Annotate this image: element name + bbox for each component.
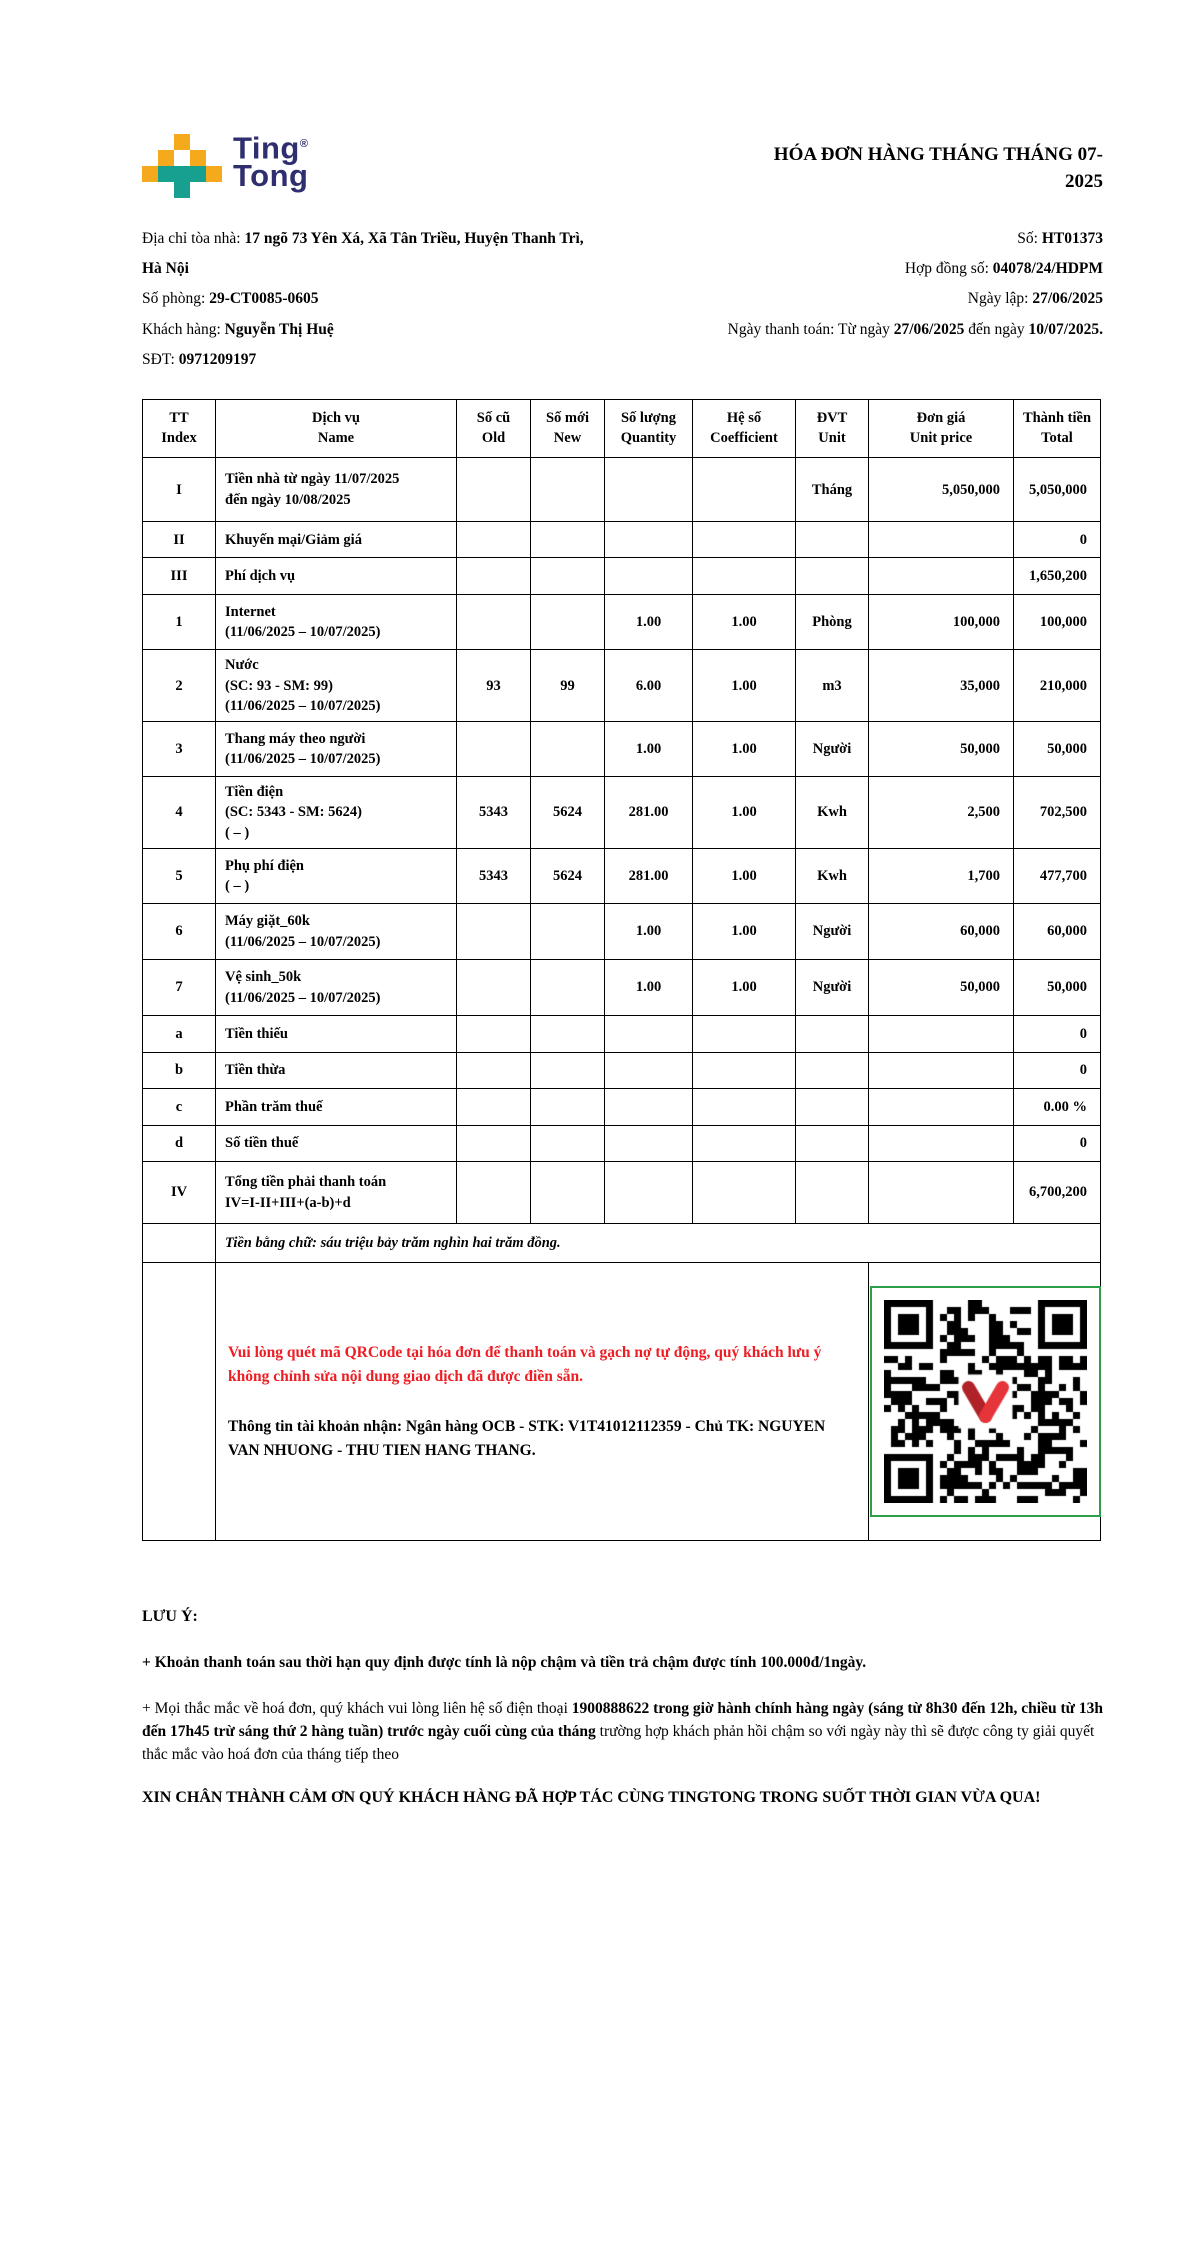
invoice-info (142, 224, 1103, 375)
invoice-number-line: Số: HT01373 (1017, 230, 1103, 247)
table-cell-price (869, 1126, 1014, 1162)
table-cell-old (457, 595, 531, 650)
table-cell-new (531, 558, 605, 595)
table-cell-tt: d (143, 1126, 216, 1162)
table-cell-name: Thang máy theo người (11/06/2025 – 10/07/2025) (216, 722, 457, 777)
brand-logo (142, 130, 308, 198)
table-cell-unit: Phòng (796, 595, 869, 650)
table-row-5 (143, 849, 1101, 904)
table-cell-coef: 1.00 (693, 722, 796, 777)
table-cell-coef: 1.00 (693, 904, 796, 960)
table-cell-total: 0.00 % (1014, 1089, 1101, 1126)
notes-title: LƯU Ý: (142, 1608, 198, 1626)
table-cell-name: Tổng tiền phải thanh toán IV=I-II+III+(a-b)+d (216, 1162, 457, 1224)
table-cell-new: 5624 (531, 849, 605, 904)
table-cell-total: 100,000 (1014, 595, 1101, 650)
late-payment-note: + Khoản thanh toán sau thời hạn quy định được tính là nộp chậm và tiền trả chậm được tính 100.000đ/1ngày. (142, 1654, 867, 1672)
table-cell-coef: 1.00 (693, 777, 796, 849)
table-cell-name: Tiền thừa (216, 1053, 457, 1089)
table-cell-name: Phần trăm thuế (216, 1089, 457, 1126)
table-cell-old (457, 960, 531, 1016)
table-cell-price (869, 1089, 1014, 1126)
table-cell-qty: 6.00 (605, 650, 693, 722)
hotline-note: + Mọi thắc mắc về hoá đơn, quý khách vui lòng liên hệ số điện thoại 1900888622 trong giờ hành chính hàng ngày (sáng từ 8h30 đến 12h, chiều từ 13h đến 17h45 trừ sáng thứ 2 hàng tuần) trước ngày cuối cùng của tháng trường hợp khách phản hồi chậm so với ngày này thì sẽ được công ty giải quyết thắc mắc vào hoá đơn của tháng tiếp theo (142, 1699, 1103, 1764)
table-cell-old (457, 1016, 531, 1053)
table-cell-qty (605, 1089, 693, 1126)
table-row-d (143, 1126, 1101, 1162)
table-row-2 (143, 650, 1101, 722)
table-cell-new: 99 (531, 650, 605, 722)
table-cell-qty (605, 558, 693, 595)
table-cell-tt: IV (143, 1162, 216, 1224)
table-cell-unit: Người (796, 722, 869, 777)
table-cell-price (869, 1162, 1014, 1224)
table-cell-unit: Người (796, 960, 869, 1016)
table-cell-old (457, 1089, 531, 1126)
amount-in-words: Tiền bằng chữ: sáu triệu bảy trăm nghìn hai trăm đồng. (216, 1224, 1101, 1263)
table-cell-name: Tiền điện (SC: 5343 - SM: 5624) ( – ) (216, 777, 457, 849)
qr-code-cell (869, 1263, 1101, 1541)
table-cell-unit: m3 (796, 650, 869, 722)
table-cell-unit (796, 1053, 869, 1089)
table-cell-tt: c (143, 1089, 216, 1126)
column-header-unit: ĐVT Unit (796, 400, 869, 458)
phone-line: SĐT: 0971209197 (142, 350, 257, 368)
table-cell-tt: III (143, 558, 216, 595)
table-cell-coef (693, 1089, 796, 1126)
table-cell-name: Vệ sinh_50k (11/06/2025 – 10/07/2025) (216, 960, 457, 1016)
table-cell-total: 210,000 (1014, 650, 1101, 722)
table-cell-new (531, 1089, 605, 1126)
qr-warning-text: Vui lòng quét mã QRCode tại hóa đơn để thanh toán và gạch nợ tự động, quý khách lưu ý không chỉnh sửa nội dung giao dịch đã được điền sẵn. (228, 1343, 822, 1385)
table-cell-tt: 1 (143, 595, 216, 650)
table-cell-price: 1,700 (869, 849, 1014, 904)
table-cell-tt: a (143, 1016, 216, 1053)
table-cell-new: 5624 (531, 777, 605, 849)
table-cell-tt: 4 (143, 777, 216, 849)
table-cell-total: 0 (1014, 1126, 1101, 1162)
column-header-price: Đơn giá Unit price (869, 400, 1014, 458)
column-header-new: Số mới New (531, 400, 605, 458)
table-cell-tt: 2 (143, 650, 216, 722)
table-cell-coef: 1.00 (693, 849, 796, 904)
table-cell-qty (605, 458, 693, 522)
table-cell-coef (693, 458, 796, 522)
bank-account-text: Thông tin tài khoản nhận: Ngân hàng OCB - STK: V1T41012112359 - Chủ TK: NGUYEN VAN NHUONG - THU TIEN HANG THANG. (228, 1417, 826, 1459)
table-row-6 (143, 904, 1101, 960)
payment-instructions (216, 1263, 869, 1541)
column-header-qty: Số lượng Quantity (605, 400, 693, 458)
table-cell-old: 5343 (457, 777, 531, 849)
table-cell-coef (693, 1162, 796, 1224)
payment-period-line: Ngày thanh toán: Từ ngày 27/06/2025 đến ngày 10/07/2025. (727, 320, 1103, 338)
table-cell-coef: 1.00 (693, 595, 796, 650)
column-header-name: Dịch vụ Name (216, 400, 457, 458)
table-cell-unit: Kwh (796, 849, 869, 904)
table-cell-total: 0 (1014, 522, 1101, 558)
table-cell-coef (693, 1016, 796, 1053)
table-cell-total: 1,650,200 (1014, 558, 1101, 595)
table-cell-new (531, 458, 605, 522)
table-cell-old (457, 1162, 531, 1224)
column-header-coef: Hệ số Coefficient (693, 400, 796, 458)
table-cell-total: 5,050,000 (1014, 458, 1101, 522)
table-cell-name: Khuyến mại/Giảm giá (216, 522, 457, 558)
table-cell-qty: 1.00 (605, 595, 693, 650)
table-cell-total: 50,000 (1014, 722, 1101, 777)
table-cell-price: 5,050,000 (869, 458, 1014, 522)
table-cell-total: 60,000 (1014, 904, 1101, 960)
table-cell-total: 702,500 (1014, 777, 1101, 849)
table-cell-new (531, 960, 605, 1016)
table-cell-price: 100,000 (869, 595, 1014, 650)
table-cell-qty (605, 1126, 693, 1162)
table-cell-total: 6,700,200 (1014, 1162, 1101, 1224)
logo-wordmark: Ting® Tong (233, 130, 309, 194)
table-cell-coef (693, 558, 796, 595)
table-cell-name: Internet (11/06/2025 – 10/07/2025) (216, 595, 457, 650)
qr-code (884, 1300, 1087, 1503)
table-cell-unit: Người (796, 904, 869, 960)
table-row-b (143, 1053, 1101, 1089)
table-cell-tt: 3 (143, 722, 216, 777)
table-cell-unit (796, 522, 869, 558)
header (142, 130, 1103, 198)
invoice-table-body (143, 458, 1101, 1224)
table-cell-price: 60,000 (869, 904, 1014, 960)
table-cell-unit (796, 1089, 869, 1126)
table-row-7 (143, 960, 1101, 1016)
table-cell-unit (796, 1016, 869, 1053)
building-address-line: Địa chỉ tòa nhà: 17 ngõ 73 Yên Xá, Xã Tân Triều, Huyện Thanh Trì, Hà Nội (142, 230, 584, 278)
table-cell-price (869, 1016, 1014, 1053)
table-cell-coef (693, 1053, 796, 1089)
table-cell-price: 35,000 (869, 650, 1014, 722)
table-cell-total: 0 (1014, 1016, 1101, 1053)
column-header-old: Số cũ Old (457, 400, 531, 458)
table-cell-price (869, 558, 1014, 595)
table-cell-tt: 6 (143, 904, 216, 960)
table-cell-unit (796, 1126, 869, 1162)
qr-payment-row (143, 1263, 1101, 1541)
table-row-I (143, 458, 1101, 522)
table-cell-tt: 7 (143, 960, 216, 1016)
column-header-total: Thành tiền Total (1014, 400, 1101, 458)
qr-code-frame (870, 1286, 1101, 1517)
customer-name-line: Khách hàng: Nguyễn Thị Huệ (142, 320, 334, 338)
table-row-1 (143, 595, 1101, 650)
table-cell-qty: 1.00 (605, 960, 693, 1016)
room-number-line: Số phòng: 29-CT0085-0605 (142, 290, 319, 308)
table-cell-qty (605, 1016, 693, 1053)
table-cell-old (457, 722, 531, 777)
table-cell-qty (605, 1053, 693, 1089)
table-cell-qty (605, 522, 693, 558)
tingtong-pixel-tree-icon (142, 134, 222, 198)
table-row-4 (143, 777, 1101, 849)
invoice-title: HÓA ĐƠN HÀNG THÁNG THÁNG 07- 2025 (773, 144, 1103, 192)
table-cell-empty (143, 1263, 216, 1541)
invoice-meta (613, 224, 1103, 375)
amount-in-words-row (143, 1224, 1101, 1263)
table-cell-coef (693, 522, 796, 558)
table-cell-new (531, 522, 605, 558)
table-cell-unit: Tháng (796, 458, 869, 522)
contract-number-line: Hợp đồng số: 04078/24/HDPM (904, 260, 1103, 278)
table-cell-tt: 5 (143, 849, 216, 904)
table-cell-new (531, 1162, 605, 1224)
table-cell-price: 50,000 (869, 960, 1014, 1016)
column-header-tt: TT Index (143, 400, 216, 458)
table-row-II (143, 522, 1101, 558)
invoice-page (142, 0, 1103, 1809)
notes-section (142, 1605, 1103, 1809)
table-cell-new (531, 904, 605, 960)
table-row-IV (143, 1162, 1101, 1224)
table-cell-name: Máy giặt_60k (11/06/2025 – 10/07/2025) (216, 904, 457, 960)
table-cell-total: 50,000 (1014, 960, 1101, 1016)
table-cell-total: 0 (1014, 1053, 1101, 1089)
table-cell-coef: 1.00 (693, 960, 796, 1016)
table-cell-qty: 281.00 (605, 777, 693, 849)
table-cell-name: Phụ phí điện ( – ) (216, 849, 457, 904)
table-cell-tt: II (143, 522, 216, 558)
table-row-a (143, 1016, 1101, 1053)
table-header-row (143, 400, 1101, 458)
table-cell-unit: Kwh (796, 777, 869, 849)
table-cell-unit (796, 558, 869, 595)
table-cell-new (531, 1126, 605, 1162)
table-cell-price: 50,000 (869, 722, 1014, 777)
table-cell-new (531, 1053, 605, 1089)
table-cell-name: Nước (SC: 93 - SM: 99) (11/06/2025 – 10/07/2025) (216, 650, 457, 722)
table-cell-old (457, 1053, 531, 1089)
table-cell-tt: I (143, 458, 216, 522)
table-cell-price (869, 1053, 1014, 1089)
table-cell-empty (143, 1224, 216, 1263)
table-cell-old (457, 904, 531, 960)
customer-info (142, 224, 592, 375)
issue-date-line: Ngày lập: 27/06/2025 (967, 290, 1103, 308)
table-row-3 (143, 722, 1101, 777)
table-cell-coef (693, 1126, 796, 1162)
table-cell-qty: 281.00 (605, 849, 693, 904)
thanks-message: XIN CHÂN THÀNH CẢM ƠN QUÝ KHÁCH HÀNG ĐÃ HỢP TÁC CÙNG TINGTONG TRONG SUỐT THỜI GIAN VỪA QUA! (142, 1789, 1041, 1807)
table-cell-old (457, 522, 531, 558)
table-cell-price (869, 522, 1014, 558)
table-cell-coef: 1.00 (693, 650, 796, 722)
table-cell-old (457, 458, 531, 522)
table-cell-new (531, 1016, 605, 1053)
table-cell-qty: 1.00 (605, 904, 693, 960)
table-cell-old (457, 1126, 531, 1162)
table-cell-new (531, 595, 605, 650)
invoice-table (142, 399, 1101, 1541)
table-cell-qty (605, 1162, 693, 1224)
table-cell-unit (796, 1162, 869, 1224)
invoice-table-head (143, 400, 1101, 458)
table-cell-old: 93 (457, 650, 531, 722)
table-cell-total: 477,700 (1014, 849, 1101, 904)
table-cell-tt: b (143, 1053, 216, 1089)
table-cell-name: Tiền nhà từ ngày 11/07/2025 đến ngày 10/08/2025 (216, 458, 457, 522)
table-cell-old: 5343 (457, 849, 531, 904)
table-cell-qty: 1.00 (605, 722, 693, 777)
table-cell-price: 2,500 (869, 777, 1014, 849)
table-cell-name: Tiền thiếu (216, 1016, 457, 1053)
table-row-III (143, 558, 1101, 595)
invoice-table-footer (143, 1224, 1101, 1541)
table-cell-name: Phí dịch vụ (216, 558, 457, 595)
table-cell-old (457, 558, 531, 595)
table-row-c (143, 1089, 1101, 1126)
table-cell-name: Số tiền thuế (216, 1126, 457, 1162)
table-cell-new (531, 722, 605, 777)
registered-mark: ® (299, 138, 309, 150)
